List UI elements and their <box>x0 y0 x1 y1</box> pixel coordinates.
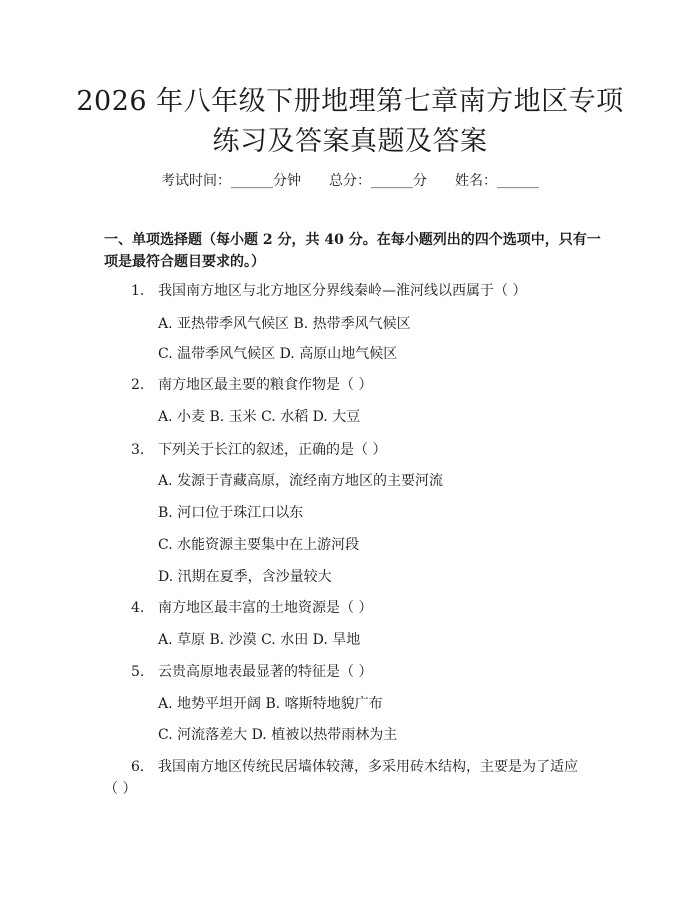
question-3-option-b: B. 河口位于珠江口以东 <box>158 505 304 521</box>
section-heading: 一、单项选择题（每小题 2 分，共 40 分。在每小题列出的四个选项中，只有一项是最符合题目要求的。） <box>104 232 601 270</box>
question-5-options-row-1: A. 地势平坦开阔 B. 喀斯特地貌广布 <box>158 696 383 712</box>
question-text: 我国南方地区与北方地区分界线秦岭—淮河线以西属于（ ） <box>158 283 527 299</box>
question-text: 我国南方地区传统民居墙体较薄，多采用砖木结构，主要是为了适应 <box>158 759 578 775</box>
question-6-continuation: （ ） <box>104 781 137 797</box>
question-text: 下列关于长江的叙述，正确的是（ ） <box>158 442 387 458</box>
page-title <box>40 82 660 162</box>
question-3-option-c: C. 水能资源主要集中在上游河段 <box>158 537 360 553</box>
question-1-options-row-2: C. 温带季风气候区 D. 高原山地气候区 <box>158 346 398 362</box>
question-number: 2. <box>131 377 145 393</box>
question-number: 6. <box>131 759 145 775</box>
title-line-2: 练习及答案真题及答案 <box>212 126 488 157</box>
question-text: 南方地区最主要的粮食作物是（ ） <box>158 377 373 393</box>
title-line-1: 2026 年八年级下册地理第七章南方地区专项 <box>76 86 624 117</box>
question-4-options-row-1: A. 草原 B. 沙漠 C. 水田 D. 旱地 <box>158 632 361 648</box>
question-3-option-d: D. 汛期在夏季，含沙量较大 <box>158 569 332 585</box>
question-text: 南方地区最丰富的土地资源是（ ） <box>158 600 373 616</box>
question-number: 1. <box>131 283 145 299</box>
exam-info-line: 考试时间：______分钟 总分：______分 姓名：______ <box>161 173 539 189</box>
question-number: 5. <box>131 664 145 680</box>
question-2-options-row-1: A. 小麦 B. 玉米 C. 水稻 D. 大豆 <box>158 409 361 425</box>
question-1-options-row-1: A. 亚热带季风气候区 B. 热带季风气候区 <box>158 316 411 332</box>
question-text: 云贵高原地表最显著的特征是（ ） <box>158 664 373 680</box>
question-number: 3. <box>131 442 145 458</box>
question-number: 4. <box>131 600 145 616</box>
question-5-options-row-2: C. 河流落差大 D. 植被以热带雨林为主 <box>158 727 398 743</box>
question-3-option-a: A. 发源于青藏高原，流经南方地区的主要河流 <box>158 473 444 489</box>
